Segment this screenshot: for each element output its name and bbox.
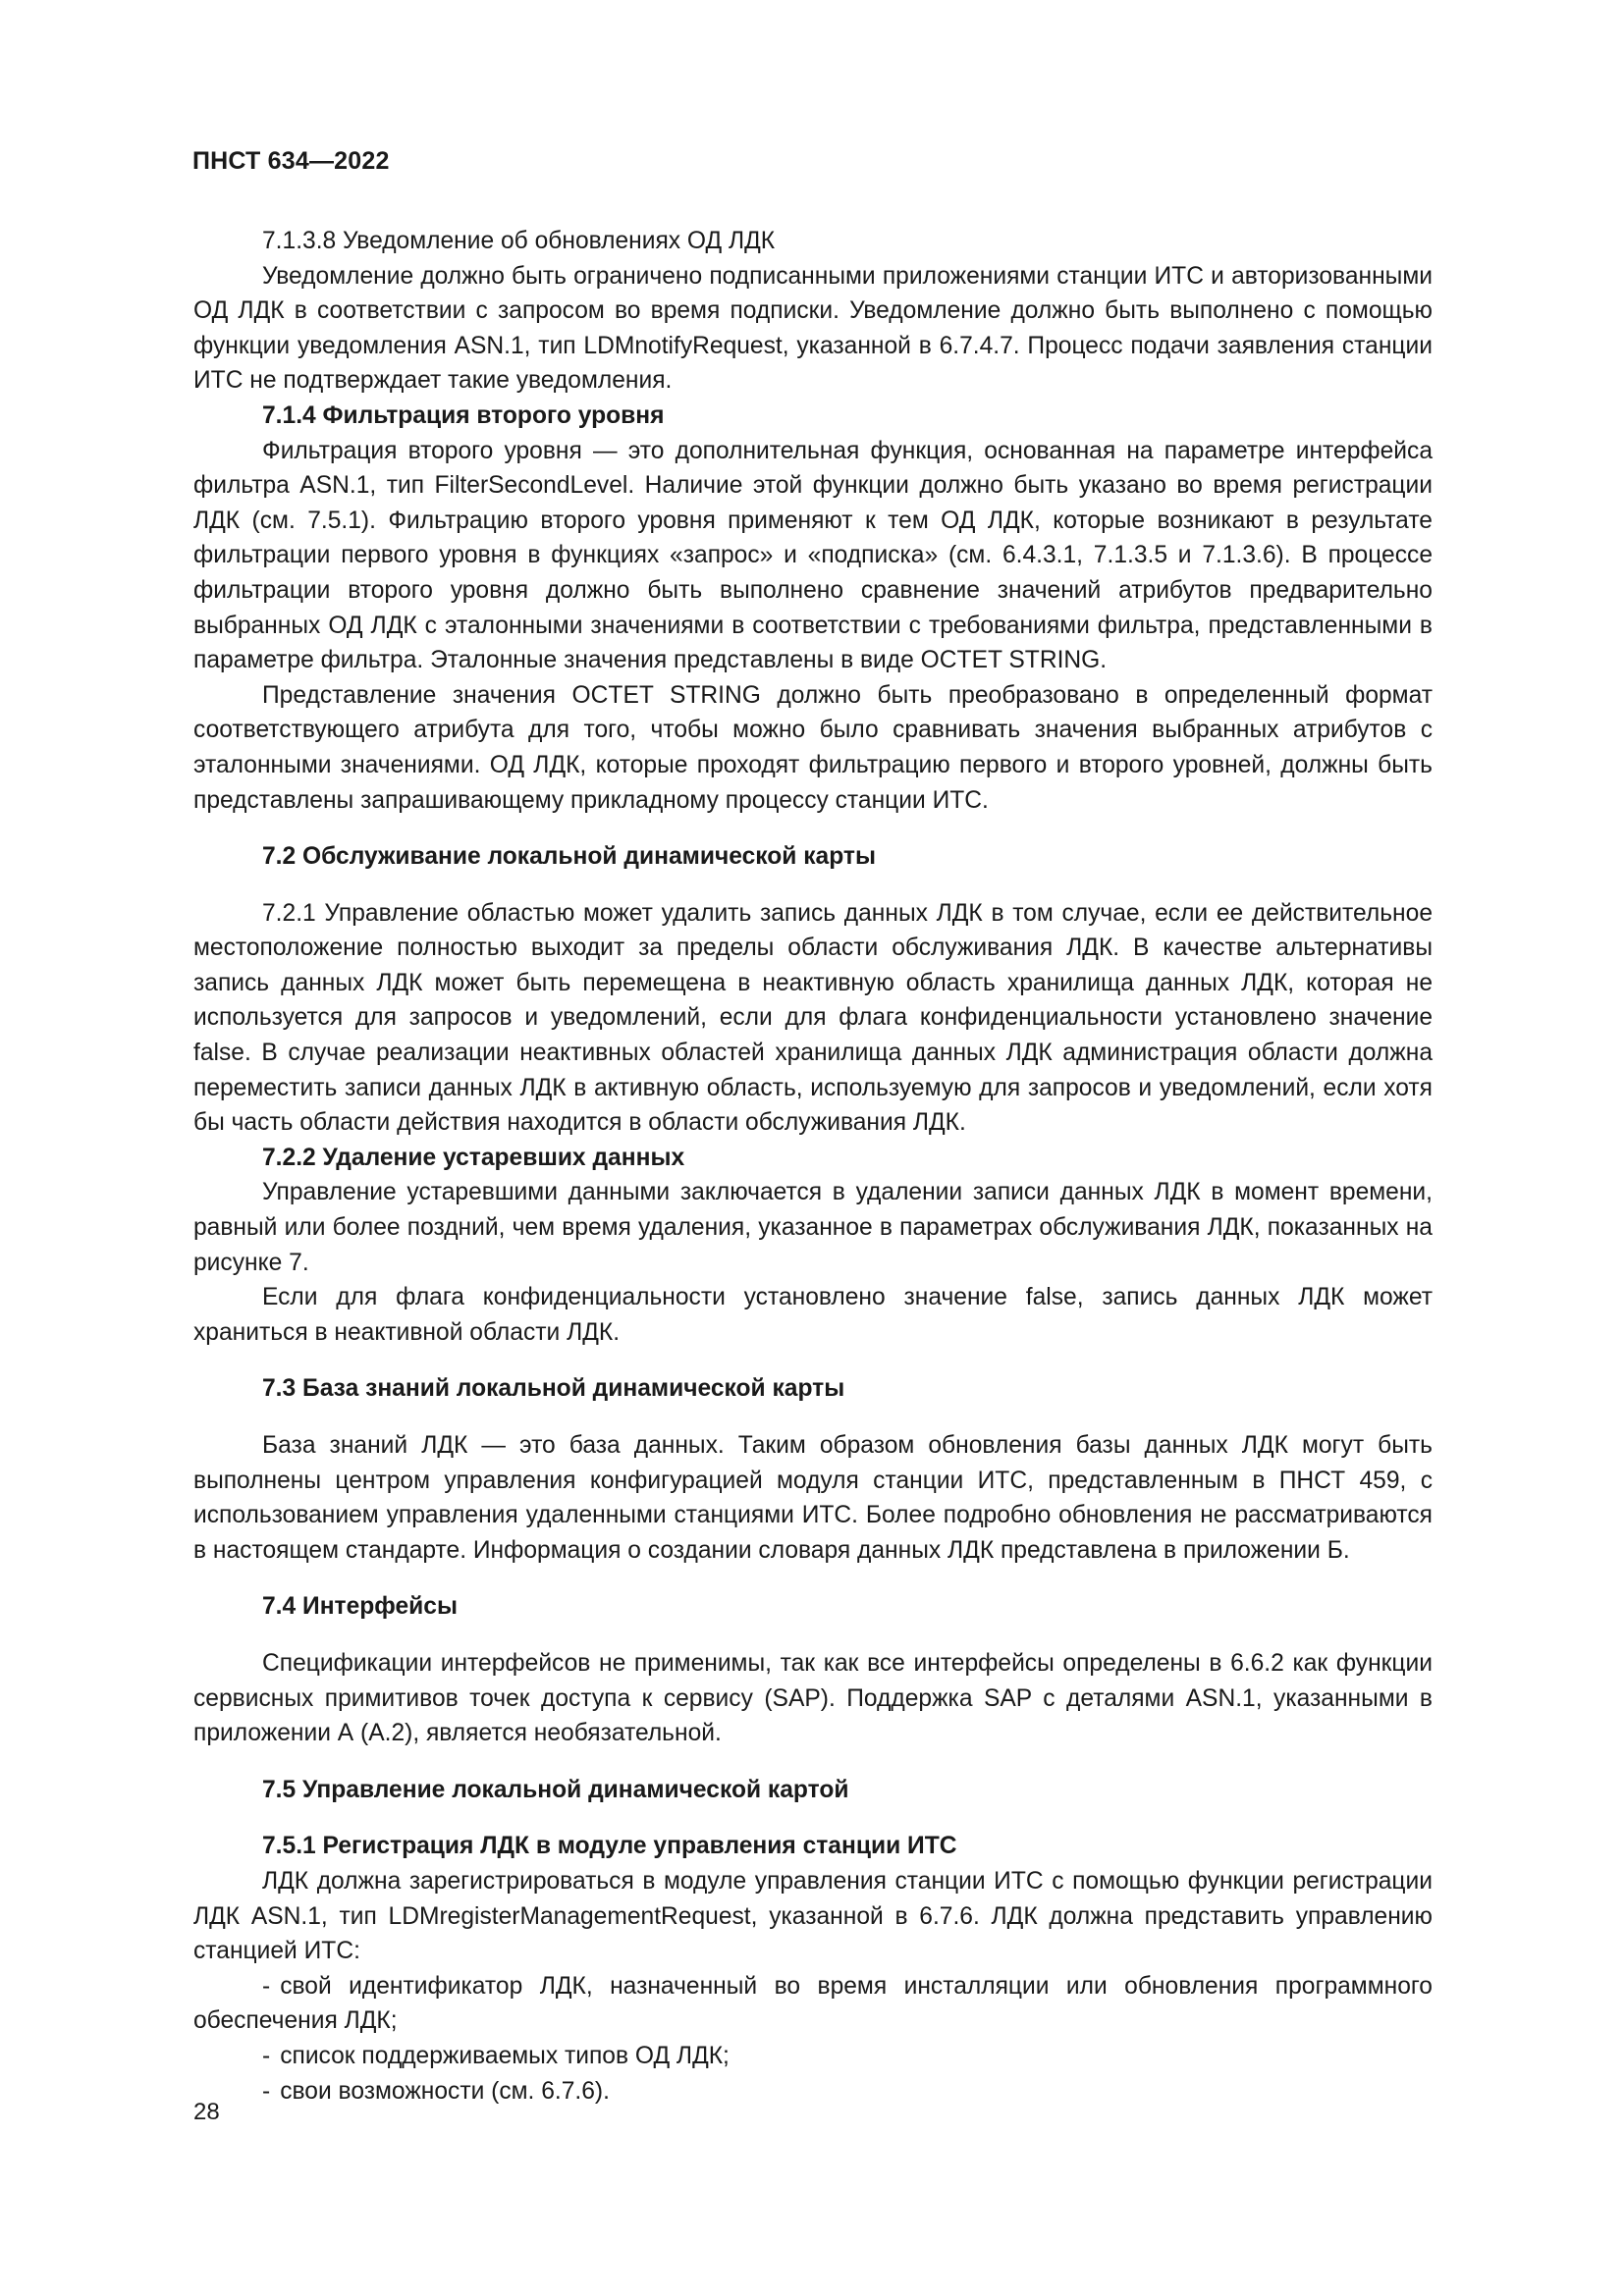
clause-7-4-text: Спецификации интерфейсов не применимы, так как все интерфейсы определены в 6.6.2 как функции сервисных примитивов точек доступа к сервису (SAP). Поддержка SAP с деталями ASN.1, указанными в приложении А (А.2), является необязательной. — [193, 1649, 1433, 1747]
subclause-7-1-3-8-title: 7.1.3.8 Уведомление об обновлениях ОД ЛДК — [262, 228, 776, 254]
list-item: - свой идентификатор ЛДК, назначенный во время инсталляции или обновления программного обеспечения ЛДК; — [193, 1972, 1433, 2035]
list-item: - свои возможности (см. 6.7.6). — [262, 2077, 610, 2105]
subclause-7-1-4-text-1: Фильтрация второго уровня — это дополнительная функция, основанная на параметре интерфейса фильтра ASN.1, тип FilterSecondLevel. Наличие этой функции должно быть указано во время регистрации ЛДК (см. 7.5.1). Фильтрацию второго уровня применяют к тем ОД ЛДК, которые возникают в результате фильтрации первого уровня в функциях «запрос» и «подписка» (см. 6.4.3.1, 7.1.3.5 и 7.1.3.6). В процессе фильтрации второго уровня должно быть выполнено сравнение значений атрибутов предварительно выбранных ОД ЛДК с эталонными значениями в соответствии с требованиями фильтра, представленными в параметре фильтра. Эталонные значения представлены в виде OCTET STRING. — [193, 437, 1433, 674]
page-number: 28 — [193, 2099, 220, 2125]
subclause-7-2-2-text-1: Управление устаревшими данными заключается в удалении записи данных ЛДК в момент времени, равный или более поздний, чем время удаления, указанное в параметрах обслуживания ЛДК, показанных на рисунке 7. — [193, 1179, 1433, 1276]
clause-7-3-heading: 7.3 База знаний локальной динамической карты — [262, 1375, 845, 1403]
document-body — [193, 224, 1433, 2109]
subclause-7-2-2-heading: 7.2.2 Удаление устаревших данных — [262, 1144, 685, 1171]
subclause-7-1-3-8-text: Уведомление должно быть ограничено подписанными приложениями станции ИТС и авторизованными ОД ЛДК в соответствии с запросом во время подписки. Уведомление должно быть выполнено с помощью функции уведомления ASN.1, тип LDMnotifyRequest, указанной в 6.7.4.7. Процесс подачи заявления станции ИТС не подтверждает такие уведомления. — [193, 262, 1433, 395]
list-item: - список поддерживаемых типов ОД ЛДК; — [262, 2042, 730, 2069]
subclause-7-1-4-heading: 7.1.4 Фильтрация второго уровня — [262, 401, 665, 429]
subclause-7-5-1-heading: 7.5.1 Регистрация ЛДК в модуле управления станции ИТС — [262, 1833, 957, 1860]
clause-7-4-heading: 7.4 Интерфейсы — [262, 1593, 458, 1621]
clause-7-5-heading: 7.5 Управление локальной динамической картой — [262, 1776, 849, 1803]
subclause-7-5-1-text: ЛДК должна зарегистрироваться в модуле управления станции ИТС с помощью функции регистрации ЛДК ASN.1, тип LDMregisterManagementRequest, указанной в 6.7.6. ЛДК должна представить управлению станцией ИТС: — [193, 1867, 1433, 1965]
subclause-7-2-2-text-2: Если для флага конфиденциальности установлено значение false, запись данных ЛДК может храниться в неактивной области ЛДК. — [193, 1284, 1433, 1346]
clause-7-2-heading: 7.2 Обслуживание локальной динамической карты — [262, 843, 876, 871]
subclause-7-2-1-text: 7.2.1 Управление областью может удалить запись данных ЛДК в том случае, если ее действительное местоположение полностью выходит за пределы области обслуживания ЛДК. В качестве альтернативы запись данных ЛДК может быть перемещена в неактивную область хранилища данных ЛДК, которая не используется для запросов и уведомлений, если для флага конфиденциальности установлено значение false. В случае реализации неактивных областей хранилища данных ЛДК администрация области должна переместить записи данных ЛДК в активную область, используемую для запросов и уведомлений, если хотя бы часть области действия находится в области обслуживания ЛДК. — [193, 899, 1433, 1137]
clause-7-3-text: База знаний ЛДК — это база данных. Таким образом обновления базы данных ЛДК могут быть выполнены центром управления конфигурацией модуля станции ИТС, представленным в ПНСТ 459, с использованием управления удаленными станциями ИТС. Более подробно обновления не рассматриваются в настоящем стандарте. Информация о создании словаря данных ЛДК представлена в приложении Б. — [193, 1432, 1433, 1564]
document-code: ПНСТ 634—2022 — [192, 147, 390, 175]
subclause-7-1-4-text-2: Представление значения OCTET STRING должно быть преобразовано в определенный формат соответствующего атрибута для того, чтобы можно было сравнивать значения выбранных атрибутов с эталонными значениями. ОД ЛДК, которые проходят фильтрацию первого и второго уровней, должны быть представлены запрашивающему прикладному процессу станции ИТС. — [193, 681, 1433, 814]
ldm-registration-list — [193, 1969, 1433, 2109]
